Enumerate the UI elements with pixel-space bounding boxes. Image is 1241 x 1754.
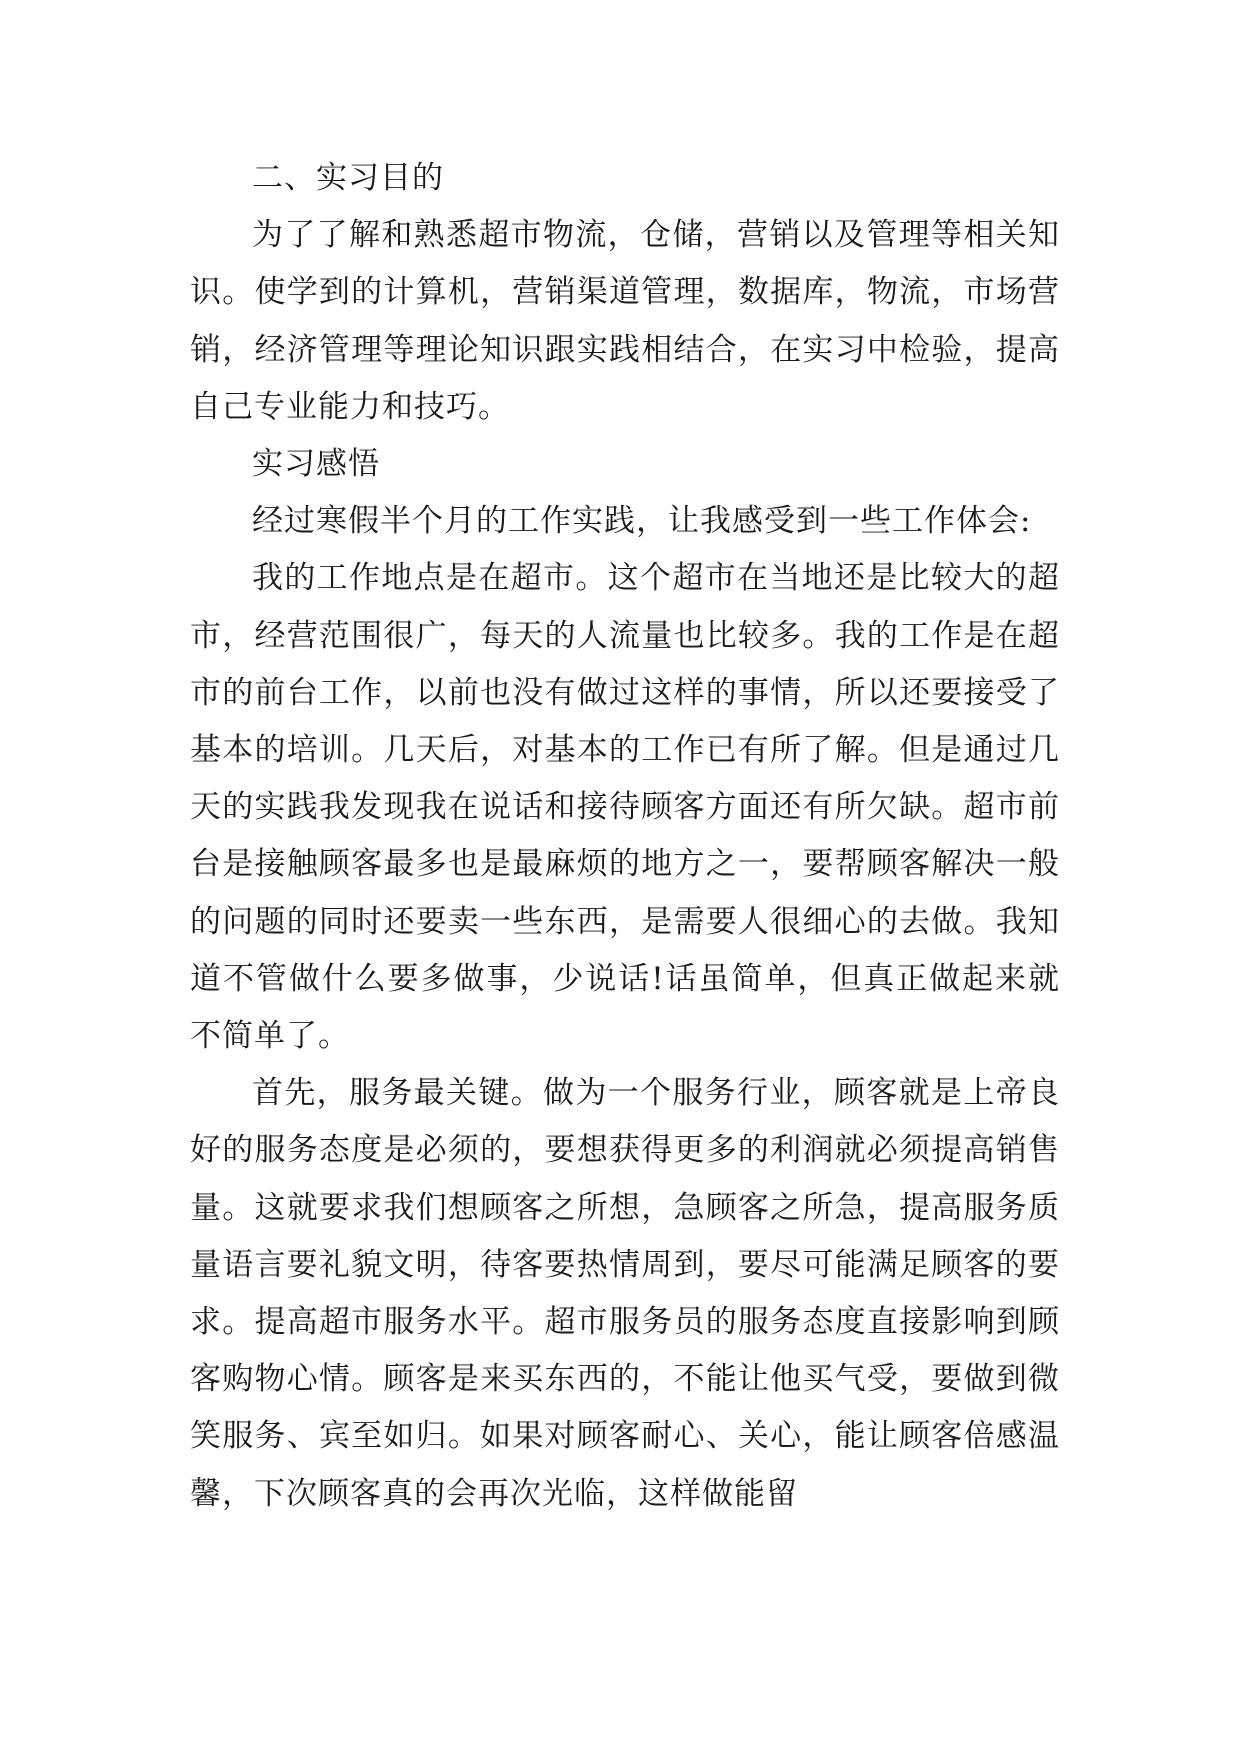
purpose-paragraph: 为了了解和熟悉超市物流，仓储，营销以及管理等相关知识。使学到的计算机，营销渠道管理，数据库，物流，市场营销，经济管理等理论知识跟实践相结合，在实习中检验，提高自己专业能力和技巧。 xyxy=(190,217,1060,425)
document-body xyxy=(190,150,1060,1523)
work-paragraph: 我的工作地点是在超市。这个超市在当地还是比较大的超市，经营范围很广，每天的人流量也比较多。我的工作是在超市的前台工作，以前也没有做过这样的事情，所以还要接受了基本的培训。几天后，对基本的工作已有所了解。但是通过几天的实践我发现我在说话和接待顾客方面还有所欠缺。超市前台是接触顾客最多也是最麻烦的地方之一，要帮顾客解决一般的问题的同时还要卖一些东西，是需要人很细心的去做。我知道不管做什么要多做事，少说话!话虽简单，但真正做起来就不简单了。 xyxy=(190,560,1060,1055)
service-paragraph: 首先，服务最关键。做为一个服务行业，顾客就是上帝良好的服务态度是必须的，要想获得更多的利润就必须提高销售量。这就要求我们想顾客之所想，急顾客之所急，提高服务质量语言要礼貌文明，待客要热情周到，要尽可能满足顾客的要求。提高超市服务水平。超市服务员的服务态度直接影响到顾客购物心情。顾客是来买东西的，不能让他买气受，要做到微笑服务、宾至如归。如果对顾客耐心、关心，能让顾客倍感温馨，下次顾客真的会再次光临，这样做能留 xyxy=(190,1075,1060,1512)
section-heading: 二、实习目的 xyxy=(252,160,444,196)
intro-line: 经过寒假半个月的工作实践，让我感受到一些工作体会: xyxy=(252,503,1032,540)
insights-heading: 实习感悟 xyxy=(252,446,380,483)
